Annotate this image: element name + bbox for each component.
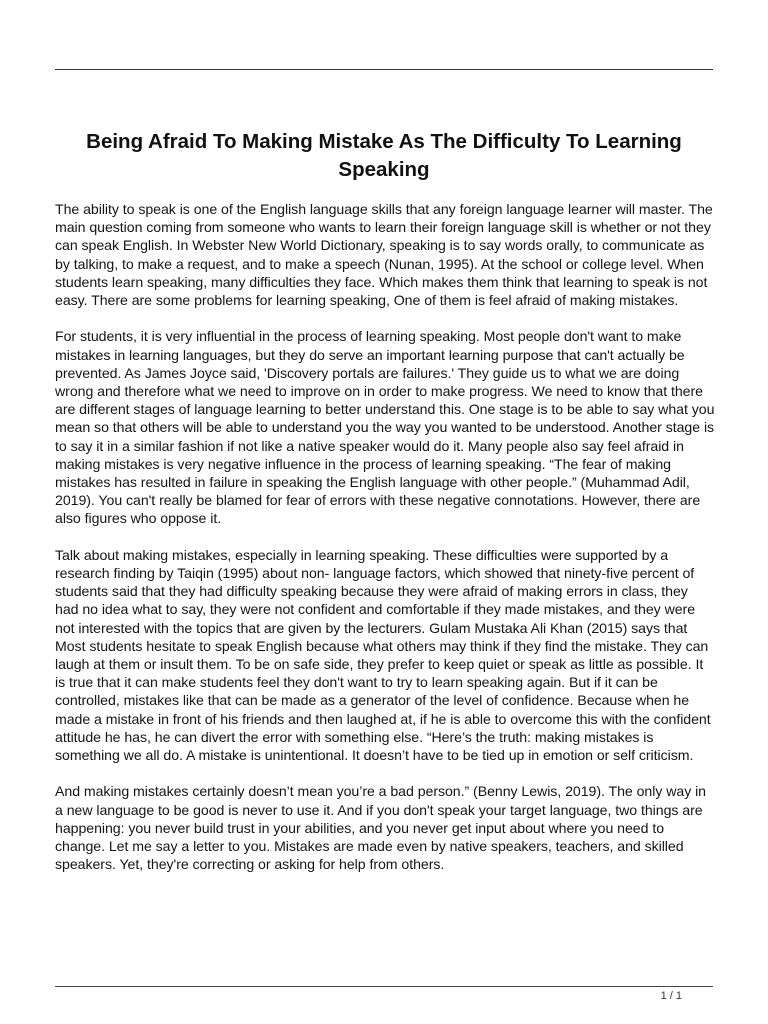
- paragraph-1: The ability to speak is one of the English language skills that any foreign language learner will master. The main question coming from someone who wants to learn their foreign language skill is whether or not they can speak English. In Webster New World Dictionary, speaking is to say words orally, to communicate as by talking, to make a request, and to make a speech (Nunan, 1995). At the school or college level. When students learn speaking, many difficulties they face. Which makes them think that learning to speak is not easy. There are some problems for learning speaking, One of them is feel afraid of making mistakes.: [55, 201, 713, 309]
- footer-divider: [55, 986, 713, 987]
- document-title: Being Afraid To Making Mistake As The Difficulty To Learning Speaking: [86, 130, 682, 181]
- page-indicator: 1 / 1: [660, 990, 682, 1002]
- paragraph-4: And making mistakes certainly doesn’t mean you’re a bad person.” (Benny Lewis, 2019). The only way in a new language to be good is never to use it. And if you don't speak your target language, two things are happening: you never build trust in your abilities, and you never get input about where you need to change. Let me say a letter to you. Mistakes are made even by native speakers, teachers, and skilled speakers. Yet, they're correcting or asking for help from others.: [55, 783, 706, 873]
- header-divider: [55, 69, 713, 70]
- paragraph-3: Talk about making mistakes, especially in learning speaking. These difficulties were supported by a research finding by Taiqin (1995) about non- language factors, which showed that ninety-five percent of students said that they had difficulty speaking because they were afraid of making errors in class, they had no idea what to say, they were not confident and comfortable if they made mistakes, and they were not interested with the topics that are given by the lecturers. Gulam Mustaka Ali Khan (2015) says that Most students hesitate to speak English because what others may think if they find the mistake. They can laugh at them or insult them. To be on safe side, they prefer to keep quiet or speak as little as possible. It is true that it can make students feel they don't want to try to learn speaking again. But if it can be controlled, mistakes like that can be made as a generator of the level of confidence. Because when he made a mistake in front of his friends and then laughed at, if he is able to overcome this with the confident attitude he has, he can divert the error with something else. “Here’s the truth: making mistakes is something we all do. A mistake is unintentional. It doesn’t have to be tied up in emotion or self criticism.: [55, 546, 711, 764]
- paragraph-2: For students, it is very influential in the process of learning speaking. Most people don't want to make mistakes in learning languages, but they do serve an important learning purpose that can't actually be prevented. As James Joyce said, 'Discovery portals are failures.' They guide us to what we are doing wrong and therefore what we need to improve on in order to make progress. We need to know that there are different stages of language learning to better understand this. One stage is to be able to say what you mean so that others will be able to understand you the way you wanted to be understood. Another stage is to say it in a similar fashion if not like a native speaker would do it. Many people also say feel afraid in making mistakes is very negative influence in the process of learning speaking. “The fear of making mistakes has resulted in failure in speaking the English language with other people.” (Muhammad Adil, 2019). You can't really be blamed for fear of errors with these negative connotations. However, there are also figures who oppose it.: [55, 328, 715, 527]
- document-body: [55, 200, 715, 892]
